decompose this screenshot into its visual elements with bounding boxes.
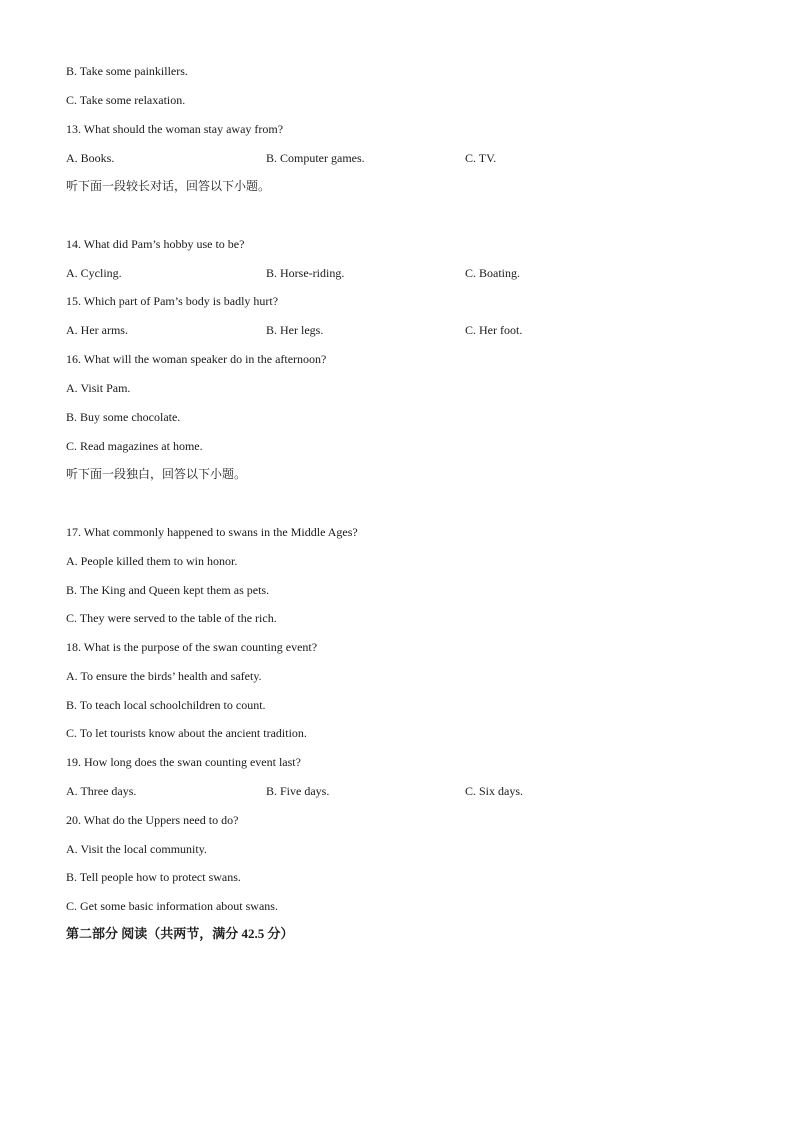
question-17: 17. What commonly happened to swans in the Middle Ages? xyxy=(66,525,358,539)
option-17c: C. They were served to the table of the rich. xyxy=(66,611,277,625)
question-13: 13. What should the woman stay away from? xyxy=(66,122,284,136)
option-18b: B. To teach local schoolchildren to count. xyxy=(66,698,266,712)
option-14c: C. Boating. xyxy=(465,266,521,280)
option-14a: A. Cycling. xyxy=(66,266,122,280)
instruction-monologue: 听下面一段独白，回答以下小题。 xyxy=(66,467,247,481)
option-12b: B. Take some painkillers. xyxy=(66,64,188,78)
option-19c: C. Six days. xyxy=(465,784,524,798)
question-19: 19. How long does the swan counting event last? xyxy=(66,755,301,769)
question-15: 15. Which part of Pam’s body is badly hurt? xyxy=(66,294,279,308)
option-15b: B. Her legs. xyxy=(266,323,324,337)
option-14b: B. Horse-riding. xyxy=(266,266,345,280)
option-16c: C. Read magazines at home. xyxy=(66,439,203,453)
question-14: 14. What did Pam’s hobby use to be? xyxy=(66,237,245,251)
option-18a: A. To ensure the birds’ health and safety. xyxy=(66,669,262,683)
option-20b: B. Tell people how to protect swans. xyxy=(66,870,241,884)
question-20: 20. What do the Uppers need to do? xyxy=(66,813,239,827)
option-15a: A. Her arms. xyxy=(66,323,128,337)
instruction-dialogue: 听下面一段较长对话，回答以下小题。 xyxy=(66,179,271,193)
option-17b: B. The King and Queen kept them as pets. xyxy=(66,583,270,597)
option-20a: A. Visit the local community. xyxy=(66,842,207,856)
section-heading-reading: 第二部分 阅读（共两节，满分 42.5 分） xyxy=(66,926,294,941)
question-16: 16. What will the woman speaker do in the afternoon? xyxy=(66,352,327,366)
option-13a: A. Books. xyxy=(66,151,115,165)
option-19a: A. Three days. xyxy=(66,784,137,798)
option-13b: B. Computer games. xyxy=(266,151,365,165)
option-20c: C. Get some basic information about swans. xyxy=(66,899,278,913)
option-13c: C. TV. xyxy=(465,151,497,165)
option-17a: A. People killed them to win honor. xyxy=(66,554,238,568)
option-19b: B. Five days. xyxy=(266,784,330,798)
option-15c: C. Her foot. xyxy=(465,323,523,337)
option-16b: B. Buy some chocolate. xyxy=(66,410,181,424)
option-18c: C. To let tourists know about the ancient tradition. xyxy=(66,726,307,740)
option-16a: A. Visit Pam. xyxy=(66,381,131,395)
question-18: 18. What is the purpose of the swan counting event? xyxy=(66,640,318,654)
option-12c: C. Take some relaxation. xyxy=(66,93,186,107)
